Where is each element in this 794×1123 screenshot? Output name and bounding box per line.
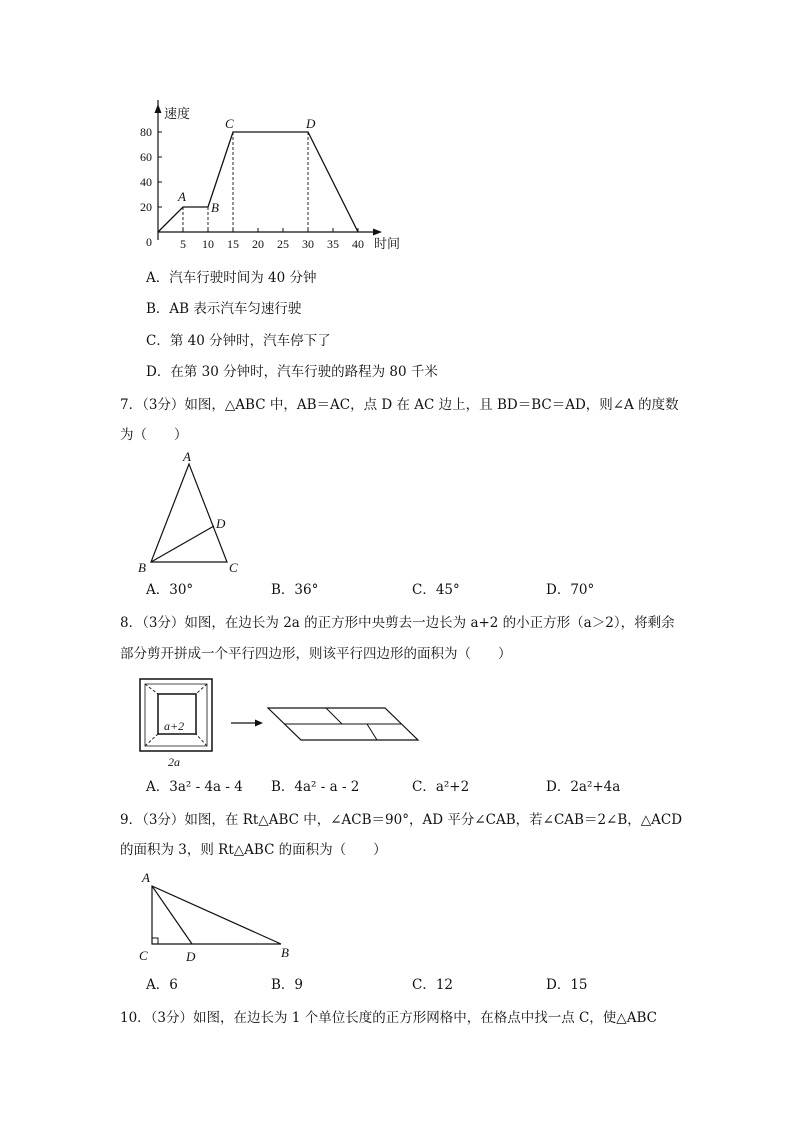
cut-line — [145, 734, 158, 746]
outer-square — [140, 679, 212, 751]
x-tick-label: 5 — [180, 237, 186, 251]
speed-series-line — [158, 132, 358, 232]
transform-arrow-head — [255, 720, 263, 727]
y-tick-label: 40 — [140, 175, 152, 189]
q7-label-b: B — [138, 560, 146, 575]
q7-stem-line2: 为（ ） — [120, 427, 188, 443]
origin-label: 0 — [146, 235, 152, 249]
q9-label-b: B — [281, 945, 289, 960]
q7-triangle-figure — [135, 446, 255, 576]
q9-right-triangle-figure — [135, 866, 305, 966]
parallelogram-cut — [326, 708, 342, 724]
y-tick-label: 60 — [140, 150, 152, 164]
q8-option-b: B．4a² - a - 2 — [271, 779, 360, 795]
q8-square-figure — [135, 674, 435, 770]
x-tick-label: 40 — [352, 237, 364, 251]
q10-stem-line1: 10．（3分）如图，在边长为 1 个单位长度的正方形网格中，在格点中找一点 C，使△ABC — [120, 1010, 657, 1026]
y-axis-label: 速度 — [164, 106, 191, 121]
q6-option-a: A．汽车行驶时间为 40 分钟 — [146, 270, 317, 286]
q8-option-d: D．2a²+4a — [546, 779, 621, 795]
q9-option-a: A．6 — [146, 977, 178, 993]
q7-option-b: B．36° — [271, 582, 319, 598]
q9-option-d: D．15 — [546, 977, 588, 993]
cut-line — [196, 684, 207, 694]
x-tick-label: 30 — [302, 237, 314, 251]
segment-bd — [151, 526, 214, 562]
inner-side-label: a+2 — [164, 719, 185, 733]
q6-option-d: D．在第 30 分钟时，汽车行驶的路程为 80 千米 — [146, 364, 438, 380]
q8-stem-line1: 8．（3分）如图，在边长为 2a 的正方形中央剪去一边长为 a+2 的小正方形（a＞2），将剩余 — [120, 615, 675, 631]
point-label-b: B — [211, 200, 219, 215]
q9-stem-line2: 的面积为 3，则 Rt△ABC 的面积为（ ） — [120, 842, 387, 858]
q8-option-c: C．a²+2 — [412, 779, 470, 795]
q9-option-c: C．12 — [412, 977, 454, 993]
point-labels — [177, 116, 316, 215]
q7-label-a: A — [183, 449, 191, 464]
x-axis-label: 时间 — [374, 236, 401, 251]
y-tick-label: 20 — [140, 200, 152, 214]
q7-option-d: D．70° — [546, 582, 595, 598]
outer-side-label: 2a — [168, 755, 180, 769]
cut-line — [145, 684, 158, 694]
point-label-c: C — [225, 116, 234, 131]
q9-label-a: A — [142, 870, 150, 885]
y-ticks — [140, 125, 162, 214]
x-tick-label: 35 — [327, 237, 339, 251]
x-axis-arrow — [373, 229, 382, 236]
q6-option-c: C．第 40 分钟时，汽车停下了 — [146, 333, 331, 349]
cut-line — [196, 734, 207, 746]
q9-label-d: D — [186, 949, 196, 964]
q7-label-d: D — [216, 516, 226, 531]
dashed-guides — [183, 132, 308, 232]
q7-label-c: C — [229, 560, 238, 575]
q7-option-c: C．45° — [412, 582, 460, 598]
q9-stem-line1: 9．（3分）如图，在 Rt△ABC 中，∠ACB＝90°，AD 平分∠CAB，若∠CAB＝2∠B，△ACD — [120, 812, 683, 828]
triangle-abc — [151, 464, 227, 562]
q7-stem-line1: 7．（3分）如图，△ABC 中，AB＝AC，点 D 在 AC 边上，且 BD＝BC＝AD，则∠A 的度数 — [120, 397, 679, 413]
q9-label-c: C — [139, 948, 148, 963]
q9-option-b: B．9 — [271, 977, 304, 993]
q7-option-a: A．30° — [146, 582, 194, 598]
point-label-d: D — [306, 116, 316, 131]
x-tick-label: 25 — [277, 237, 289, 251]
parallelogram-cut — [367, 724, 377, 740]
x-tick-label: 15 — [227, 237, 239, 251]
x-tick-label: 20 — [252, 237, 264, 251]
q6-option-b: B．AB 表示汽车匀速行驶 — [146, 301, 302, 317]
x-tick-label: 10 — [202, 237, 214, 251]
right-angle-mark — [152, 938, 158, 944]
y-axis-arrow — [155, 104, 162, 113]
q8-stem-line2: 部分剪开拼成一个平行四边形，则该平行四边形的面积为（ ） — [120, 646, 512, 662]
y-tick-label: 80 — [140, 125, 152, 139]
point-label-a: A — [178, 189, 186, 204]
q8-option-a: A．3a² - 4a - 4 — [146, 779, 243, 795]
speed-time-graph — [120, 100, 420, 260]
